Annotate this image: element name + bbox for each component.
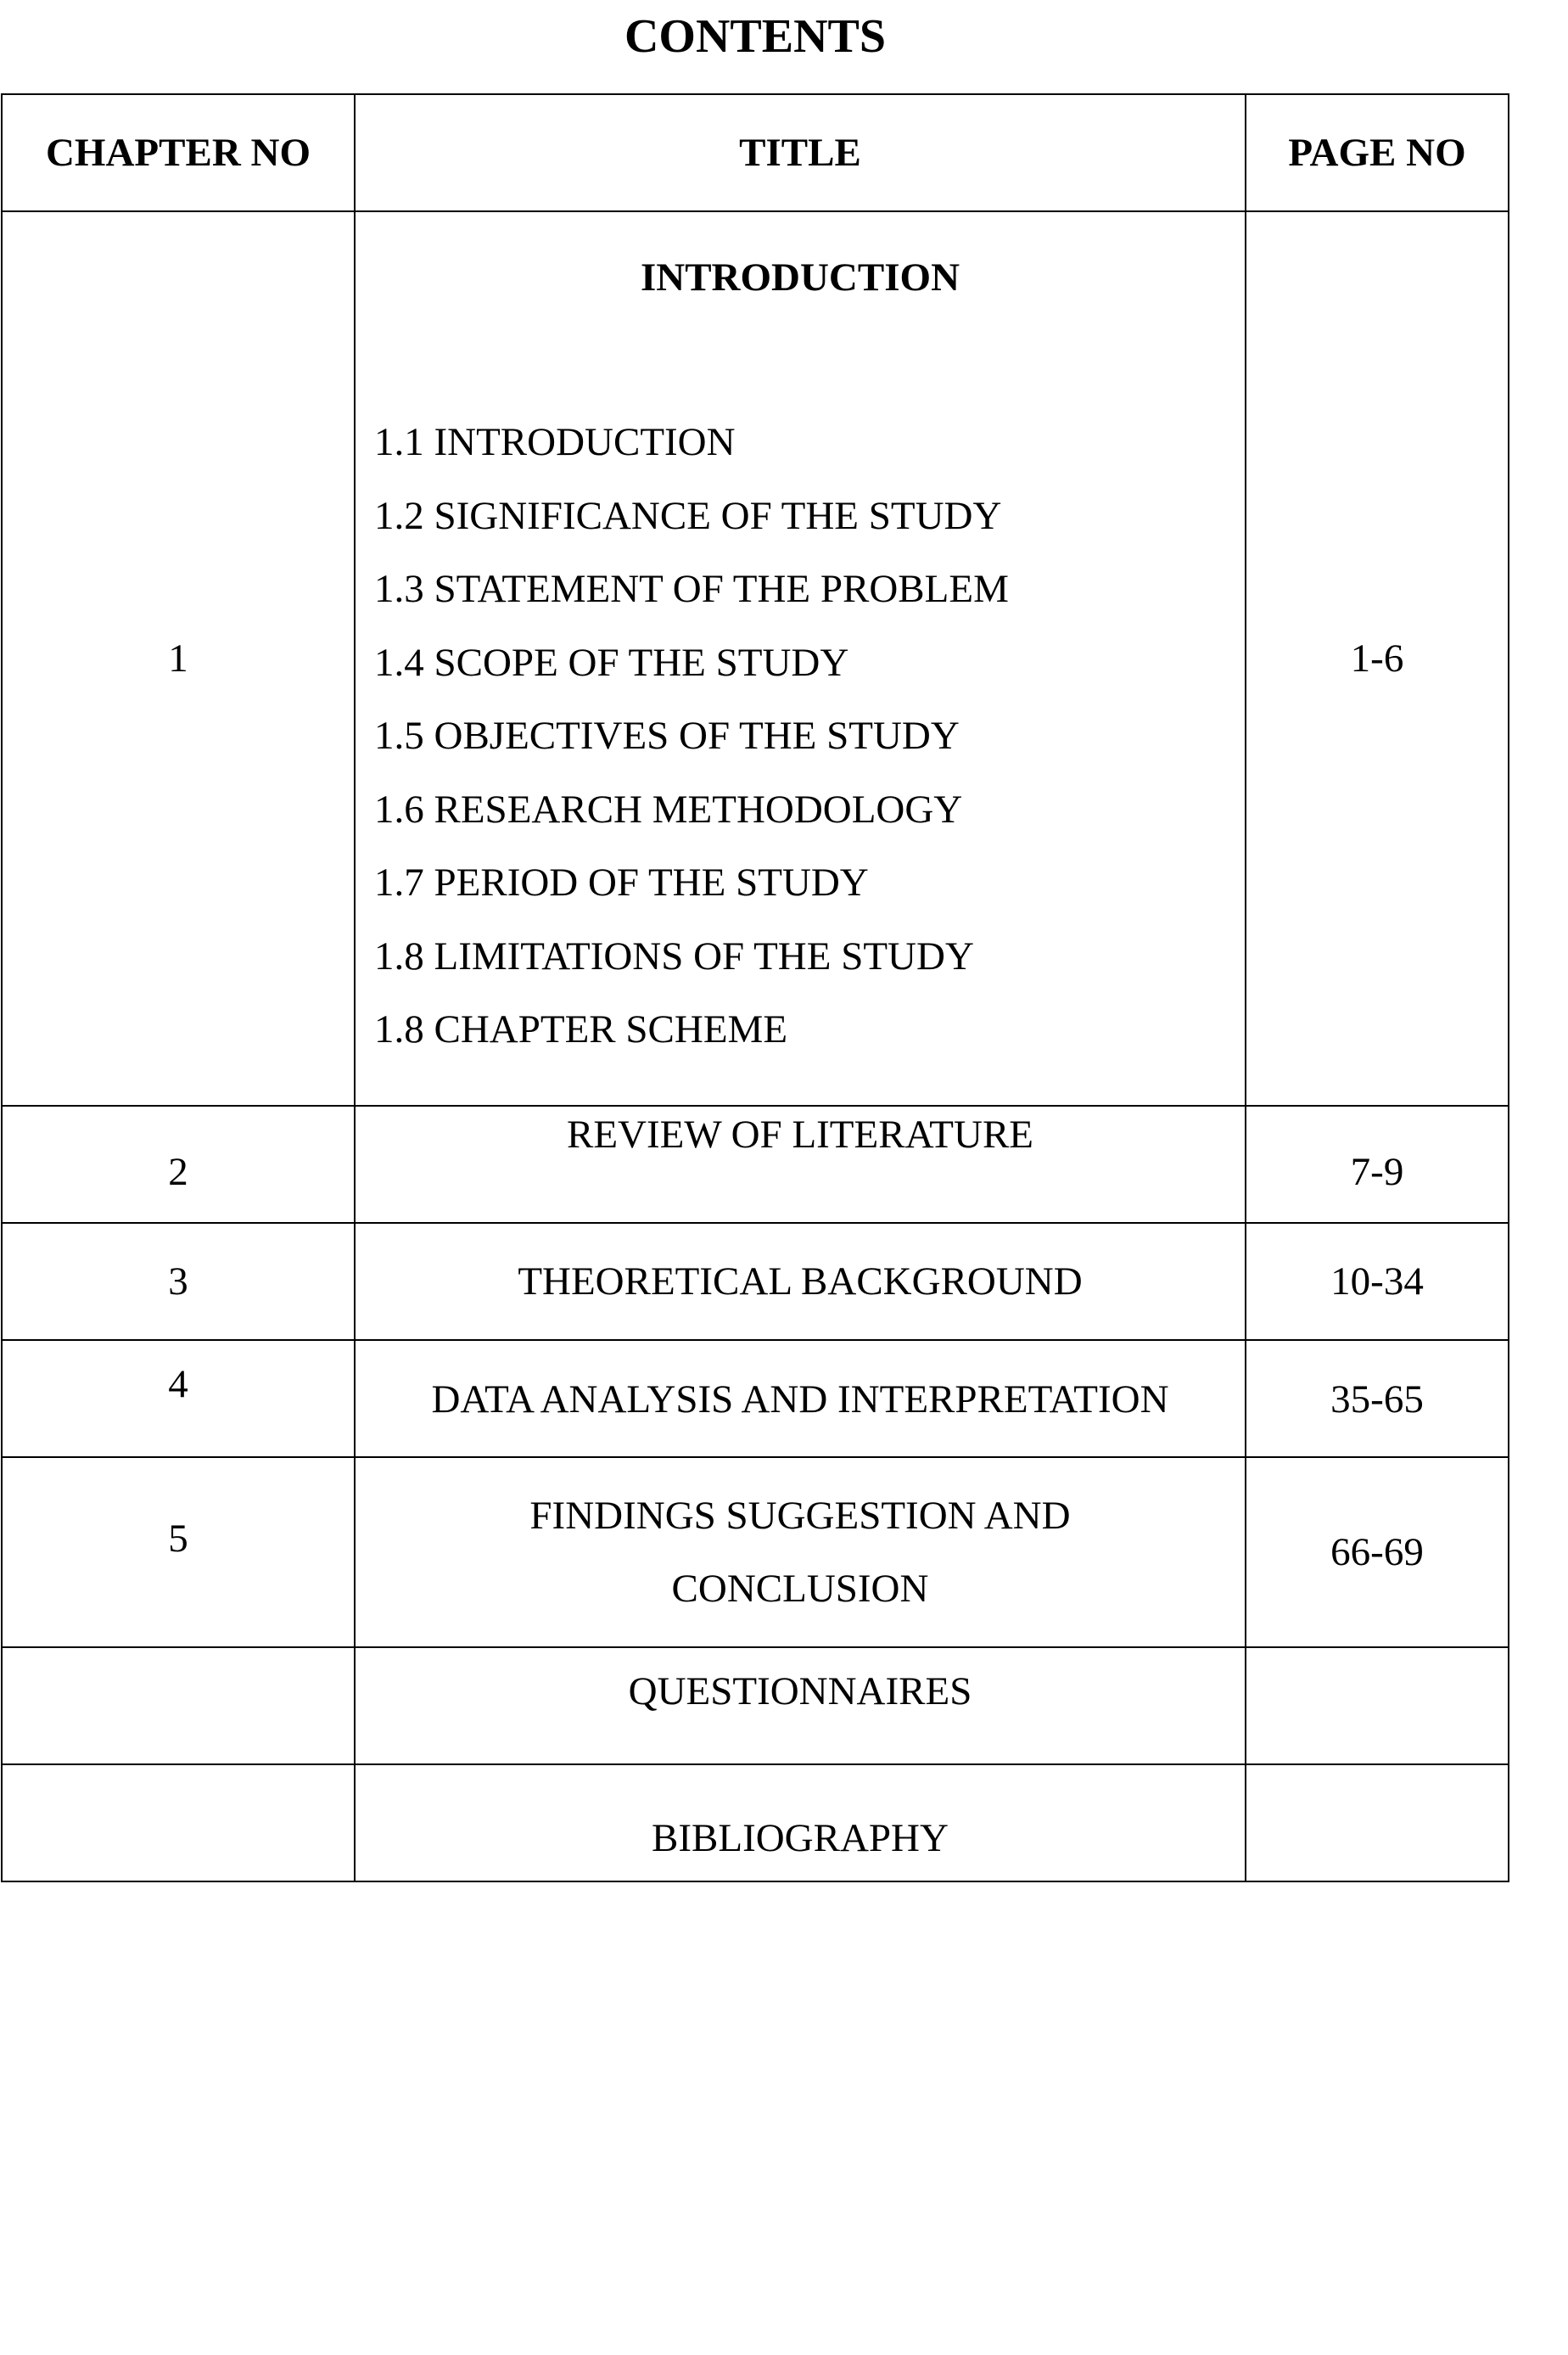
chapter-3-page: 10-34 <box>1246 1223 1509 1340</box>
subsection-item: 1.6 RESEARCH METHODOLOGY <box>374 787 963 832</box>
subsection-item: 1.8 LIMITATIONS OF THE STUDY <box>374 934 974 978</box>
table-row-bibliography <box>2 1764 1509 1881</box>
chapter-1-heading: INTRODUCTION <box>640 255 960 300</box>
bibliography-page <box>1246 1764 1509 1881</box>
chapter-1-page: 1-6 <box>1246 211 1509 1106</box>
subsection-item: 1.3 STATEMENT OF THE PROBLEM <box>374 567 1009 611</box>
header-title: TITLE <box>355 94 1246 211</box>
chapter-4-page: 35-65 <box>1246 1340 1509 1457</box>
table-row-chapter-4 <box>2 1340 1509 1457</box>
questionnaires-title: QUESTIONNAIRES <box>355 1647 1246 1764</box>
subsection-item: 1.8 CHAPTER SCHEME <box>374 1007 788 1051</box>
chapter-5-title-line-2: CONCLUSION <box>671 1567 929 1611</box>
chapter-5-page: 66-69 <box>1246 1457 1509 1647</box>
subsection-item: 1.1 INTRODUCTION <box>374 420 736 464</box>
header-chapter-no: CHAPTER NO <box>2 94 355 211</box>
chapter-5-title <box>355 1457 1246 1647</box>
questionnaires-number <box>2 1647 355 1764</box>
subsection-item: 1.5 OBJECTIVES OF THE STUDY <box>374 714 960 758</box>
chapter-2-number: 2 <box>2 1106 355 1223</box>
table-row-chapter-3 <box>2 1223 1509 1340</box>
contents-table <box>1 93 1509 1882</box>
table-row-chapter-2 <box>2 1106 1509 1223</box>
chapter-5-number: 5 <box>2 1457 355 1647</box>
chapter-3-title: THEORETICAL BACKGROUND <box>355 1223 1246 1340</box>
subsection-item: 1.7 PERIOD OF THE STUDY <box>374 861 869 905</box>
bibliography-title: BIBLIOGRAPHY <box>355 1764 1246 1881</box>
subsection-item: 1.4 SCOPE OF THE STUDY <box>374 640 849 685</box>
bibliography-number <box>2 1764 355 1881</box>
table-header-row <box>2 94 1509 211</box>
questionnaires-page <box>1246 1647 1509 1764</box>
chapter-2-title <box>355 1106 1246 1223</box>
table-row-chapter-5 <box>2 1457 1509 1647</box>
chapter-1-subsection-list <box>356 406 1245 1067</box>
chapter-4-number: 4 <box>2 1340 355 1457</box>
chapter-1-title-cell <box>355 211 1246 1106</box>
subsection-item: 1.2 SIGNIFICANCE OF THE STUDY <box>374 493 1002 538</box>
header-page-no: PAGE NO <box>1246 94 1509 211</box>
chapter-2-page: 7-9 <box>1246 1106 1509 1223</box>
chapter-2-title-text: REVIEW OF LITERATURE <box>566 1113 1034 1157</box>
chapter-4-title: DATA ANALYSIS AND INTERPRETATION <box>355 1340 1246 1457</box>
table-row-chapter-1 <box>2 211 1509 1106</box>
chapter-3-number: 3 <box>2 1223 355 1340</box>
chapter-5-title-line-1: FINDINGS SUGGESTION AND <box>529 1494 1071 1538</box>
page-title: CONTENTS <box>624 10 887 63</box>
table-row-questionnaires <box>2 1647 1509 1764</box>
chapter-1-number: 1 <box>2 211 355 1106</box>
